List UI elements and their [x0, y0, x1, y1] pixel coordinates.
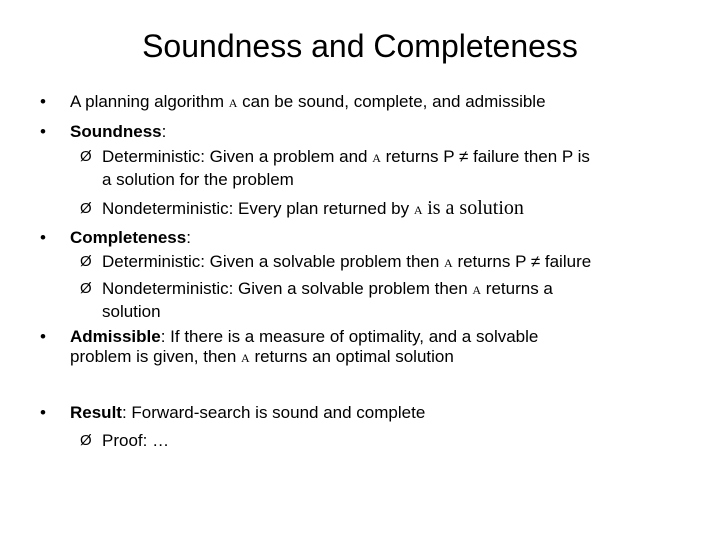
bullet-text: returns an optimal solution — [249, 347, 454, 366]
algorithm-symbol: A — [413, 203, 423, 217]
sub-bullet-text: Deterministic: Given a solvable problem then — [102, 252, 445, 271]
arrow-icon: Ø — [80, 280, 92, 297]
sub-bullet-text: returns P ≠ failure — [452, 252, 592, 271]
sub-bullet-text: solution — [102, 302, 161, 321]
slide-title: Soundness and Completeness — [142, 28, 578, 64]
bullet-text: A planning algorithm — [70, 92, 229, 111]
sub-bullet-text: is a solution — [427, 197, 524, 219]
algorithm-symbol: A — [372, 151, 381, 165]
bullet-text: : — [186, 228, 191, 247]
algorithm-symbol: A — [228, 96, 238, 110]
sub-bullet-text: Proof: … — [102, 431, 170, 450]
arrow-icon: Ø — [80, 253, 92, 270]
sub-bullet-text: returns P ≠ failure then P is — [380, 147, 590, 166]
sub-bullet-text: Deterministic: Given a problem and — [102, 147, 373, 166]
sub-bullet-text: Nondeterministic: Given a solvable problem then — [102, 279, 473, 298]
term-admissible: Admissible — [70, 327, 161, 346]
bullet-text: can be sound, complete, and admissible — [237, 92, 546, 111]
bullet-icon: • — [40, 403, 46, 422]
arrow-icon: Ø — [80, 432, 92, 449]
algorithm-symbol: A — [241, 351, 250, 365]
term-completeness: Completeness — [70, 228, 187, 247]
arrow-icon: Ø — [80, 148, 92, 165]
bullet-text: : If there is a measure of optimality, and a solvable — [160, 327, 539, 346]
term-soundness: Soundness — [70, 122, 162, 141]
algorithm-symbol: A — [444, 256, 453, 270]
sub-bullet-text: a solution for the problem — [102, 170, 294, 189]
algorithm-symbol: A — [472, 283, 482, 297]
sub-bullet-text: Nondeterministic: Every plan returned by — [102, 199, 414, 218]
bullet-icon: • — [40, 122, 46, 141]
arrow-icon: Ø — [80, 200, 92, 217]
bullet-text: : — [161, 122, 167, 141]
bullet-text: : Forward-search is sound and complete — [121, 403, 426, 422]
sub-bullet-text: returns a — [481, 279, 553, 298]
bullet-icon: • — [40, 228, 46, 247]
term-result: Result — [70, 403, 122, 422]
bullet-icon: • — [40, 327, 46, 346]
bullet-text: problem is given, then — [70, 347, 242, 366]
bullet-icon: • — [40, 92, 46, 111]
